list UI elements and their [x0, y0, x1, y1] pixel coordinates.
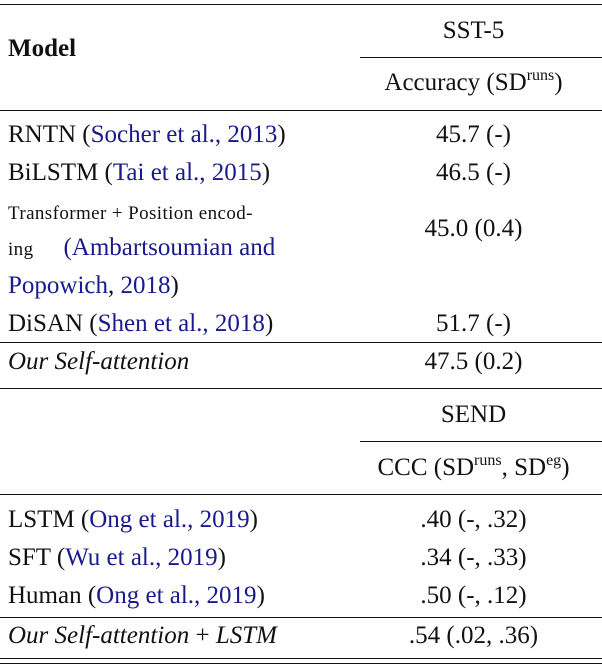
- sst5-header: SST-5: [442, 17, 505, 44]
- bottom-rule-2: [0, 663, 602, 664]
- row-transformer-model-line2: ing (Ambartsoumian and: [8, 234, 276, 261]
- row-sft-value: .34 (-, .33): [420, 544, 527, 571]
- row-disan-model: DiSAN (Shen et al., 2018): [8, 310, 274, 337]
- row-lstm-model: LSTM (Ong et al., 2019): [8, 506, 258, 533]
- row-transformer-model-line3: Popowich, 2018): [8, 272, 179, 299]
- row-ours-send-value: .54 (.02, .36): [408, 622, 539, 649]
- header2-bottom-rule: [0, 494, 602, 495]
- row-ours-sst-model: Our Self-attention: [8, 348, 190, 375]
- section-rule: [0, 388, 602, 389]
- row-transformer-model-line1: Transformer + Position encod-: [8, 203, 253, 224]
- send-ours-rule: [0, 617, 602, 618]
- model-header: Model: [8, 35, 77, 62]
- row-disan-value: 51.7 (-): [436, 310, 511, 337]
- send-header-rule: [360, 441, 602, 442]
- send-header: SEND: [440, 401, 507, 428]
- sst-ours-rule: [0, 342, 602, 343]
- row-lstm-value: .40 (-, .32): [420, 506, 527, 533]
- bottom-rule-1: [0, 658, 602, 659]
- sst-header-rule: [360, 57, 602, 58]
- row-bilstm-value: 46.5 (-): [436, 159, 511, 186]
- row-bilstm-model: BiLSTM (Tai et al., 2015): [8, 159, 271, 186]
- top-rule: [0, 4, 602, 5]
- row-ours-send-model: Our Self-attention + LSTM: [8, 622, 277, 649]
- row-sft-model: SFT (Wu et al., 2019): [8, 544, 226, 571]
- row-human-value: .50 (-, .12): [420, 582, 527, 609]
- row-transformer-value: 45.0 (0.4): [424, 215, 523, 242]
- ccc-header: CCC ($SD^{runs}$, $SD^{eg}$): [377, 452, 570, 481]
- row-ours-sst-value: 47.5 (0.2): [424, 348, 523, 375]
- row-human-model: Human (Ong et al., 2019): [8, 582, 265, 609]
- accuracy-header: Accuracy $(SD^{runs})$: [384, 67, 563, 96]
- header1-bottom-rule: [0, 110, 602, 111]
- row-rntn-value: 45.7 (-): [436, 121, 511, 148]
- row-rntn-model: RNTN (Socher et al., 2013): [8, 121, 286, 148]
